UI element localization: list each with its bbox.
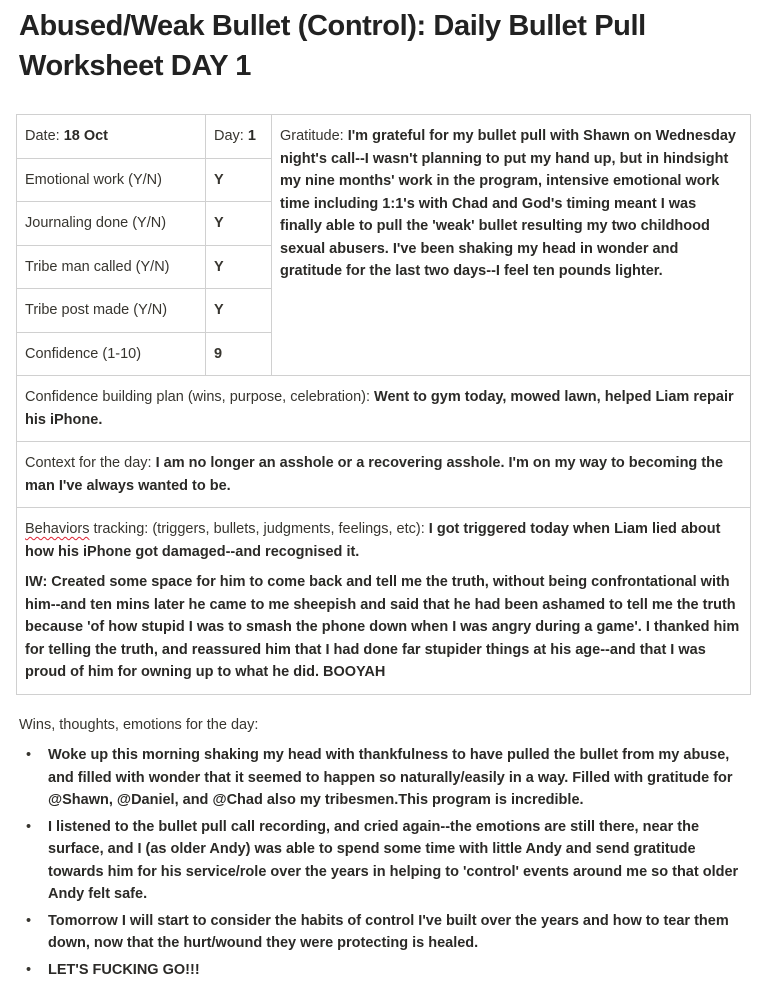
tribe-post-made-value[interactable]: Y [206,289,272,333]
confidence-plan-cell[interactable] [17,376,751,442]
gratitude-cell[interactable] [272,115,751,376]
list-item-text: Tomorrow I will start to consider the habits of control I've built over the years and how to tear them down, now that the hurt/wound they were protecting is healed. [48,912,729,951]
journaling-label[interactable]: Journaling done (Y/N) [17,202,206,246]
bullet-icon: • [26,912,32,929]
tribe-post-made-label[interactable]: Tribe post made (Y/N) [17,289,206,333]
bullet-icon: • [26,961,32,978]
day-cell[interactable] [206,115,272,159]
context-value: I am no longer an asshole or a recovering asshole. I'm on my way to becoming the man I've always wanted to be. [25,455,724,494]
confidence-value[interactable]: 9 [206,332,272,376]
wins-heading: Wins, thoughts, emotions for the day: [19,717,259,733]
context-label: Context for the day: [25,455,156,471]
list-item[interactable] [19,816,739,906]
list-item[interactable] [19,959,739,982]
date-label: Date: [25,128,64,144]
bullet-icon: • [26,818,32,835]
journaling-value[interactable]: Y [206,202,272,246]
gratitude-label: Gratitude: [280,128,348,144]
behaviors-label-word: Behaviors [25,521,90,537]
confidence-plan-value: Went to gym today, mowed lawn, helped Liam repair his iPhone. [25,389,734,428]
tribe-man-called-value[interactable]: Y [206,245,272,289]
gratitude-value: I'm grateful for my bullet pull with Shawn on Wednesday night's call--I wasn't planning to put my hand up, but in hindsight my nine months' work in the program, intensive emotional work time including 1:1's with Chad and God's timing meant I was finally able to pull the 'weak' bullet resulting my two childhood sexual abusers. I've been shaking my head in wonder and gratitude for the last two days--I feel ten pounds lighter. [280,128,736,279]
table-row-behaviors [17,508,751,695]
list-item[interactable] [19,910,739,955]
behaviors-label: tracking: (triggers, bullets, judgments, feelings, etc): [89,521,429,537]
behaviors-value: I got triggered today when Liam lied about how his iPhone got damaged--and recognised it. [25,521,721,560]
emotional-work-value[interactable]: Y [206,158,272,202]
confidence-plan-label: Confidence building plan (wins, purpose, celebration): [25,389,375,405]
behaviors-paragraph [25,518,742,563]
date-cell[interactable] [17,115,206,159]
day-label: Day: [214,128,248,144]
table-row-context [17,442,751,508]
context-cell[interactable] [17,442,751,508]
table-row-confidence-plan [17,376,751,442]
behaviors-cell[interactable] [17,508,751,695]
confidence-label[interactable]: Confidence (1-10) [17,332,206,376]
wins-list [19,744,739,985]
worksheet-table [16,114,751,695]
day-value: 1 [247,128,256,144]
iw-paragraph: IW: Created some space for him to come back and tell me the truth, without being confrontational with him--and ten mins later he came to me sheepish and said that he had been ashamed to tell me the truth because 'of how stupid I was to smash the phone down when I was angry during a game'. I thanked him for telling the truth, and reassured him that I had done far stupider things at his age--and that I was proud of him for owning up to what he did. BOOYAH [25,574,740,680]
list-item-text: Woke up this morning shaking my head with thankfulness to have pulled the bullet from my abuse, and filled with wonder that it seemed to happen so naturally/easily in a way. Filled with gratitude for @Shawn, @Daniel, and @Chad also my tribesmen.This program is incredible. [48,747,733,808]
bullet-icon: • [26,747,32,763]
tribe-man-called-label[interactable]: Tribe man called (Y/N) [17,245,206,289]
list-item-text: I listened to the bullet pull call recording, and cried again--the emotions are still there, near the surface, and I (as older Andy) was able to spend some time with little Andy and send gratitude towards him for his service/role over the years in helping to 'control' events around me so that older Andy felt safe. [48,818,739,902]
table-row-date [17,115,751,159]
list-item[interactable] [19,744,739,812]
page-title: Abused/Weak Bullet (Control): Daily Bullet Pull Worksheet DAY 1 [19,10,646,82]
emotional-work-label[interactable]: Emotional work (Y/N) [17,158,206,202]
date-value: 18 Oct [63,128,109,144]
list-item-text: LET'S FUCKING GO!!! [48,961,200,978]
